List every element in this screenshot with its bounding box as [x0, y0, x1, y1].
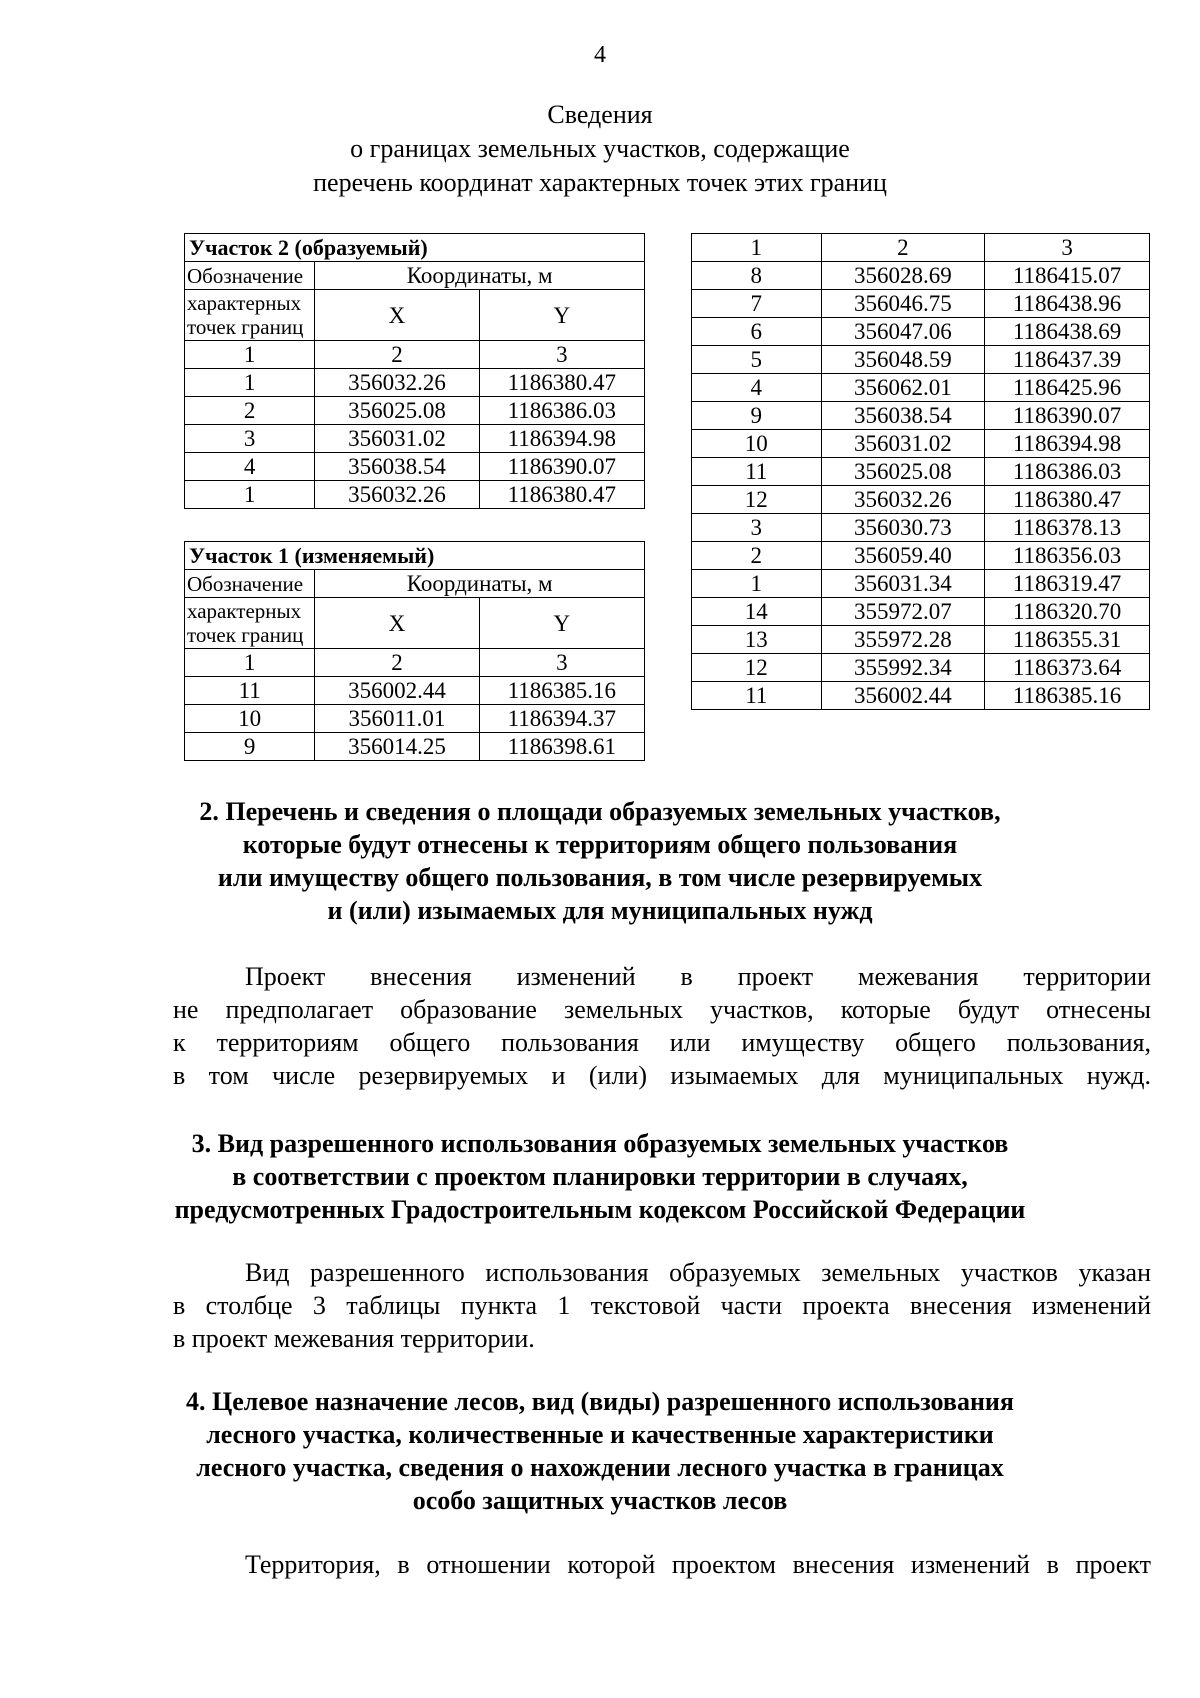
paragraph-line: к территориям общего пользования или имуществу общего пользования, [173, 1028, 1151, 1057]
table-row [692, 598, 1150, 626]
table-row [185, 453, 645, 481]
point-id: 3 [185, 425, 315, 453]
table-row [692, 654, 1150, 682]
coordinates-table-plot-1 [184, 541, 645, 761]
table-row [185, 425, 645, 453]
x-value: 356032.26 [315, 481, 479, 509]
designation-header-line-2: характерных [187, 599, 302, 623]
x-value: 356031.02 [315, 425, 479, 453]
y-value: 1186394.37 [479, 705, 644, 733]
designation-header-line-3: точек границ [187, 623, 304, 647]
heading-line: которые будут отнесены к территориям общего пользования [242, 830, 958, 859]
x-value: 356046.75 [821, 290, 985, 318]
coordinates-table-plot-2 [184, 233, 645, 509]
x-value: 356025.08 [315, 397, 479, 425]
coords-header: Координаты, м [315, 570, 645, 598]
y-value: 1186385.16 [479, 677, 644, 705]
title-line-3: перечень координат характерных точек этих границ [313, 168, 887, 197]
point-id: 2 [692, 542, 822, 570]
point-id: 1 [185, 369, 315, 397]
x-value: 356047.06 [821, 318, 985, 346]
x-header: X [315, 598, 479, 649]
table-row [185, 733, 645, 761]
point-id: 11 [692, 458, 822, 486]
designation-header-cont [185, 290, 315, 341]
y-value: 1186394.98 [985, 430, 1150, 458]
table-row [185, 397, 645, 425]
point-id: 3 [692, 514, 822, 542]
x-value: 356002.44 [821, 682, 985, 710]
point-id: 8 [692, 262, 822, 290]
x-value: 356048.59 [821, 346, 985, 374]
table-row [692, 290, 1150, 318]
heading-line: лесного участка, сведения о нахождении лесного участка в границах [196, 1453, 1004, 1482]
point-id: 10 [185, 705, 315, 733]
y-value: 1186390.07 [479, 453, 644, 481]
y-value: 1186386.03 [985, 458, 1150, 486]
heading-line: 2. Перечень и сведения о площади образуемых земельных участков, [199, 797, 1001, 826]
point-id: 6 [692, 318, 822, 346]
x-value: 356032.26 [315, 369, 479, 397]
section-3-heading [0, 1127, 1200, 1226]
x-value: 356032.26 [821, 486, 985, 514]
table-caption: Участок 1 (изменяемый) [185, 542, 645, 570]
heading-line: 3. Вид разрешенного использования образуемых земельных участков [191, 1129, 1009, 1158]
heading-line: или имуществу общего пользования, в том числе резервируемых [217, 863, 983, 892]
x-value: 356002.44 [315, 677, 479, 705]
table-row [692, 626, 1150, 654]
x-value: 355972.07 [821, 598, 985, 626]
col-number: 3 [479, 649, 644, 677]
x-value: 356038.54 [315, 453, 479, 481]
point-id: 11 [692, 682, 822, 710]
paragraph-line: не предполагает образование земельных участков, которые будут отнесены [173, 995, 1151, 1024]
col-number: 1 [692, 234, 822, 262]
title-line-1: Сведения [547, 100, 653, 129]
x-header: X [315, 290, 479, 341]
x-value: 355992.34 [821, 654, 985, 682]
col-number: 2 [315, 341, 479, 369]
table-row [692, 402, 1150, 430]
col-number: 1 [185, 649, 315, 677]
x-value: 356028.69 [821, 262, 985, 290]
point-id: 5 [692, 346, 822, 374]
y-value: 1186437.39 [985, 346, 1150, 374]
coords-header: Координаты, м [315, 262, 645, 290]
designation-header: Обозначение [185, 262, 315, 290]
y-value: 1186380.47 [479, 481, 644, 509]
table-row [692, 542, 1150, 570]
designation-header-line-3: точек границ [187, 315, 304, 339]
x-value: 356031.34 [821, 570, 985, 598]
title-line-2: о границах земельных участков, содержащие [350, 134, 850, 163]
table-row [185, 705, 645, 733]
y-value: 1186320.70 [985, 598, 1150, 626]
col-number: 3 [985, 234, 1150, 262]
y-value: 1186398.61 [479, 733, 644, 761]
coordinates-table-continuation [691, 233, 1150, 710]
point-id: 9 [185, 733, 315, 761]
table-row [185, 481, 645, 509]
point-id: 7 [692, 290, 822, 318]
table-row [185, 677, 645, 705]
point-id: 4 [185, 453, 315, 481]
x-value: 356059.40 [821, 542, 985, 570]
x-value: 356062.01 [821, 374, 985, 402]
table-row [692, 346, 1150, 374]
point-id: 9 [692, 402, 822, 430]
y-value: 1186380.47 [985, 486, 1150, 514]
document-title [0, 98, 1200, 200]
designation-header-line-2: характерных [187, 291, 302, 315]
point-id: 13 [692, 626, 822, 654]
y-value: 1186390.07 [985, 402, 1150, 430]
y-value: 1186415.07 [985, 262, 1150, 290]
table-row [692, 514, 1150, 542]
table-row [692, 262, 1150, 290]
x-value: 356038.54 [821, 402, 985, 430]
paragraph-line: Вид разрешенного использования образуемых земельных участков указан [245, 1258, 1151, 1287]
point-id: 14 [692, 598, 822, 626]
point-id: 10 [692, 430, 822, 458]
y-value: 1186319.47 [985, 570, 1150, 598]
point-id: 12 [692, 486, 822, 514]
col-number: 2 [315, 649, 479, 677]
table-row [185, 369, 645, 397]
col-number: 1 [185, 341, 315, 369]
table-caption: Участок 2 (образуемый) [185, 234, 645, 262]
x-value: 356030.73 [821, 514, 985, 542]
y-value: 1186380.47 [479, 369, 644, 397]
paragraph-line: Территория, в отношении которой проектом внесения изменений в проект [245, 1550, 1151, 1579]
y-value: 1186394.98 [479, 425, 644, 453]
page-number: 4 [594, 42, 606, 68]
point-id: 1 [185, 481, 315, 509]
table-row [692, 570, 1150, 598]
paragraph-line: в столбце 3 таблицы пункта 1 текстовой части проекта внесения изменений [173, 1291, 1151, 1320]
y-value: 1186438.96 [985, 290, 1150, 318]
point-id: 12 [692, 654, 822, 682]
table-row [692, 682, 1150, 710]
x-value: 356031.02 [821, 430, 985, 458]
designation-header: Обозначение [185, 570, 315, 598]
heading-line: особо защитных участков лесов [412, 1486, 788, 1515]
section-4-paragraph [173, 1548, 1151, 1581]
heading-line: в соответствии с проектом планировки территории в случаях, [232, 1162, 968, 1191]
section-2-paragraph [173, 960, 1151, 1092]
col-number: 3 [479, 341, 644, 369]
y-value: 1186425.96 [985, 374, 1150, 402]
paragraph-line: Проект внесения изменений в проект межевания территории [245, 962, 1151, 991]
x-value: 356011.01 [315, 705, 479, 733]
point-id: 2 [185, 397, 315, 425]
table-row [692, 374, 1150, 402]
table-row [692, 430, 1150, 458]
col-number: 2 [821, 234, 985, 262]
y-header: Y [479, 598, 644, 649]
designation-header-cont [185, 598, 315, 649]
x-value: 356014.25 [315, 733, 479, 761]
heading-line: и (или) изымаемых для муниципальных нужд [327, 896, 873, 925]
paragraph-line: в том числе резервируемых и (или) изымаемых для муниципальных нужд. [173, 1061, 1151, 1090]
y-value: 1186385.16 [985, 682, 1150, 710]
y-value: 1186356.03 [985, 542, 1150, 570]
section-2-heading [0, 795, 1200, 927]
heading-line: лесного участка, количественные и качественные характеристики [206, 1420, 994, 1449]
table-row [692, 318, 1150, 346]
section-3-paragraph [173, 1256, 1151, 1355]
point-id: 11 [185, 677, 315, 705]
table-row [692, 458, 1150, 486]
y-value: 1186378.13 [985, 514, 1150, 542]
point-id: 4 [692, 374, 822, 402]
y-value: 1186386.03 [479, 397, 644, 425]
y-value: 1186373.64 [985, 654, 1150, 682]
paragraph-line: в проект межевания территории. [173, 1324, 535, 1353]
table-row [692, 486, 1150, 514]
heading-line: предусмотренных Градостроительным кодексом Российской Федерации [174, 1195, 1026, 1224]
y-value: 1186355.31 [985, 626, 1150, 654]
heading-line: 4. Целевое назначение лесов, вид (виды) разрешенного использования [186, 1387, 1014, 1416]
x-value: 356025.08 [821, 458, 985, 486]
y-value: 1186438.69 [985, 318, 1150, 346]
section-4-heading [0, 1385, 1200, 1517]
y-header: Y [479, 290, 644, 341]
x-value: 355972.28 [821, 626, 985, 654]
point-id: 1 [692, 570, 822, 598]
